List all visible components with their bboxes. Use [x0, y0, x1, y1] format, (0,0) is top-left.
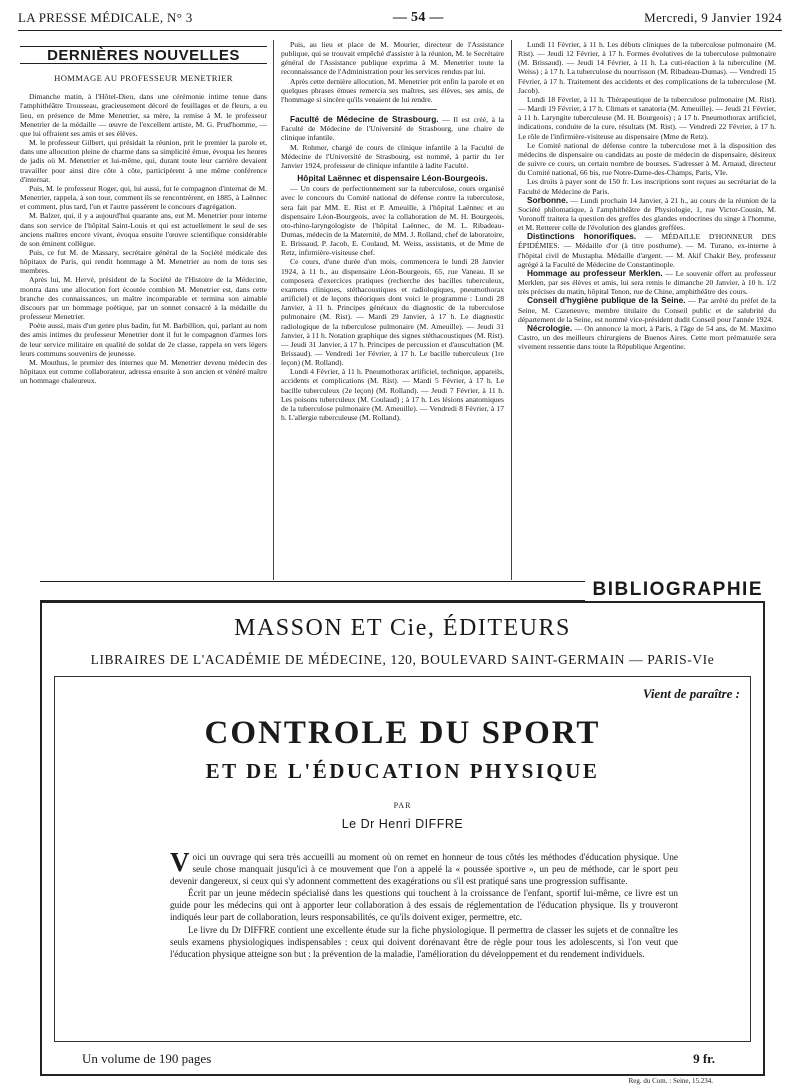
page-number: — 54 — — [392, 10, 444, 25]
article-subtitle: HOMMAGE AU PROFESSEUR MENETRIER — [54, 73, 233, 84]
column-middle — [281, 40, 504, 580]
bibliographie-section — [40, 579, 765, 1085]
news-heading: Distinctions honorifiques. — [527, 231, 637, 242]
news-item — [281, 115, 504, 142]
column-divider — [273, 40, 274, 580]
drop-cap: V — [170, 847, 190, 877]
paragraph: Après lui, M. Hervé, président de la Société de l'Histoire de la Médecine, montra dans une allocution fort écoutée combien M. Menetrier est, dans cette branche des connaissances, un maître incomparable et termina son aimable discours par un hommage poétique, par un sonnet consacré à la médaille du professeur Menetrier. — [20, 275, 267, 322]
paragraph: Écrit par un jeune médecin spécialisé dans les questions qui touchent à la croissance de l'enfant, sportif lui-même, ce livre est un guide pour les médecins qui ont à apporter leur collaboration à des essais de réglementation de l'éducation physique. Ils y trouveront indiqués leur part de collaboration, leurs responsabilités, ce qu'ils doivent exiger, permettre, etc. — [170, 888, 678, 923]
paragraph: Puis, M. le professeur Roger, qui, lui aussi, fut le compagnon d'internat de M. Menetrier, rappela, à son tour, comment ils se rencontrèrent, en 1885, à Laënnec et comment, plus tard, l'un et l'autre passèrent le concours d'agrégation. — [20, 183, 267, 212]
paragraph: Voici un ouvrage qui sera très accueilli au moment où on remet en honneur de tous côtés les méthodes d'éducation physique. Une seule chose manquait jusqu'ici à ce mouvement que l'on a appelé la « poussée sportive », un peu de méthode, car le sport peu devenir dangereux, si ceux qui s'y adonnent commettent des exagérations ou s'il est pratiqué sans une progression suffisante. — [170, 847, 678, 887]
news-text: — Le souvenir offert au professeur Merklen, par ses élèves et amis, lui sera remis le dimanche 20 Janvier, à 10 h. 1/2 très précises du matin, hôpital Tenon, rue de Chine, amphithéâtre des cours. — [518, 268, 776, 297]
column-divider — [511, 40, 512, 580]
paragraph: Ce cours, d'une durée d'un mois, commencera le lundi 28 Janvier 1924, à 11 h., au dispensaire Léon-Bourgeois, 65, rue Vaneau. Il se composera d'exercices pratiques (recherche des bacilles tuberculeux, examens cliniques, stéthacoustiques et radiologiques, pneumothorax artificiel) et de leçons théoriques dont voici le programme : Lundi 28 Janvier, à 11 h. Principes généraux du diagnostic de la tuberculose pulmonaire (M. Rist). — Mardi 29 Janvier, à 17 h. Le diagnostic radiologique de la tuberculose pulmonaire (M. Ameuille). — Jeudi 31 Janvier, à 11 h. Notation graphique des signes stéthacoustiques (M. Rist). — Jeudi 31 Janvier, à 17 h. Principes de percussion et d'auscultation (M. Brissaud). — Vendredi 1er Février, à 17 h. Le bacille tuberculeux (1re leçon) (M. Rolland). — [281, 257, 504, 368]
news-heading: Conseil d'hygiène publique de la Seine. — [527, 295, 686, 306]
paragraph: Lundi 11 Février, à 11 h. Les débuts cliniques de la tuberculose pulmonaire (M. Rist). — Jeudi 12 Février, à 17 h. Formes évolutives de la tuberculose pulmonaire (M. Brissaud). — Jeudi 14 Février, à 11 h. La cuti-réaction à la tuberculine (M. Weiss) ; à 17 h. La tuberculose du nourrisson (M. Ribadeau-Dumas). — Vendredi 15 Février, à 17 h. Traitement des accidents et des complications de la tuberculose (M. Jacob). — [518, 40, 776, 95]
news-heading: Hommage au professeur Merklen. — [527, 267, 663, 278]
book-frame — [54, 676, 751, 1042]
news-item — [518, 196, 776, 233]
paragraph: Le Comité national de défense contre la tuberculose met à la disposition des médecins de dispensaire ou candidats au poste de médecin de dispensaire, désireux de suivre ce cours, un certain nombre de bourses. S'adresser à M. Arnaud, directeur du Comité national, 66 bis, rue Notre-Dame-des-Champs, Paris, VIe. — [518, 140, 776, 178]
issue-date: Mercredi, 9 Janvier 1924 — [644, 10, 782, 25]
column-news — [20, 40, 267, 580]
news-text: — Par arrêté du préfet de la Seine, M. Cazeneuve, membre titulaire du Conseil public et de salubrité du département de la Seine, est nommé vice-président dudit Conseil pour l'année 1924. — [518, 296, 776, 324]
registration-note: Reg. du Com. : Seine, 15.234. — [628, 1077, 713, 1085]
page-header — [18, 6, 782, 31]
paragraph: M. Balzer, qui, il y a aujourd'hui quarante ans, eut M. Menetrier pour interne dans son service de l'hôpital Saint-Louis et qui est actuellement le seul de ses anciens maîtres encore vivant, évoqua ensuite l'œuvre scientifique considérable de son éminent collègue. — [20, 211, 267, 248]
news-heading: Sorbonne. — [527, 194, 569, 205]
book-description — [170, 847, 678, 960]
advertisement-box — [40, 601, 765, 1085]
vient-de-paraitre: Vient de paraître : — [642, 686, 740, 701]
paragraph: M. Mouthus, le premier des internes que M. Menetrier devenu médecin des hôpitaux eut comme collaborateur, adressa ensuite à son ancien et vénéré maître un hommage chaleureux. — [20, 357, 267, 386]
paragraph: Puis, au lieu et place de M. Mourier, directeur de l'Assistance publique, qui se trouvait empêché d'assister à la réunion, M. le Secrétaire général de l'Assistance publique exprima à M. Menetrier toute la reconnaissance de l'Administration pour les services rendus par lui. — [281, 40, 504, 77]
paragraph: Dimanche matin, à l'Hôtel-Dieu, dans une cérémonie intime tenue dans l'amphithéâtre Trousseau, gracieusement décoré de feuillages et de fleurs, a eu lieu, en présence de Mme Menetrier, sa mère, la remise à M. le professeur Menetrier de la médaille — œuvre de l'excellent artiste, M. G. Prud'homme, — que lui offraient ses amis et ses élèves. — [20, 92, 267, 138]
bibliographie-label: BIBLIOGRAPHIE — [585, 579, 765, 601]
paragraph: M. Rohmer, chargé de cours de clinique infantile à la Faculté de Médecine de l'Université de Strasbourg, est nommé, à partir du 1er Janvier 1924, professeur de clinique infantile à ladite Faculté. — [281, 142, 504, 170]
news-text: — Il est créé, à la Faculté de Médecine de l'Université de Strasbourg, une chaire de clinique infantile. — [281, 115, 504, 143]
news-text: — On annonce la mort, à Paris, à l'âge de 54 ans, de M. Maximo Castro, un des meilleurs chirurgiens de Buenos Aires. Cette mort prématurée sera vivement ressentie dans toute la République Argentine. — [518, 323, 776, 352]
section-title: DERNIÈRES NOUVELLES — [20, 46, 267, 64]
book-title: CONTROLE DU SPORT — [204, 715, 601, 751]
news-text: — Lundi prochain 14 Janvier, à 21 h., au cours de la réunion de la Société philomatique, à l'amphithéâtre de Physiologie, 1, rue Victor-Cousin, M. Voronoff traitera la question des greffes des glandes endocrines du singe à l'homme, et M. Retterer celle de l'évolution des glandes greffées. — [518, 195, 776, 233]
news-heading: Hôpital Laënnec et dispensaire Léon-Bourgeois. — [297, 173, 488, 184]
volume-info: Un volume de 190 pages — [82, 1051, 212, 1066]
book-subtitle: ET DE L'ÉDUCATION PHYSIQUE — [205, 759, 600, 783]
par-label: PAR — [393, 801, 412, 810]
paragraph: Lundi 18 Février, à 11 h. Thérapeutique de la tuberculose pulmonaire (M. Rist). — Mardi 19 Février, à 17 h. Climats et sanatoria (M. Ameuille). — Jeudi 21 Février, à 11 h. Laryngite tuberculeuse (M. H. Bourgeois) ; à 17 h. Pneumothorax artificiel, indications, conduite de la cure, résultats (M. Rist). — Vendredi 22 Février, à 17 h. Le rôle de l'infirmière-visiteuse au dispensaire (Mme de Retz). — [518, 94, 776, 141]
book-price: 9 fr. — [693, 1051, 715, 1066]
bibliographie-bar — [40, 581, 765, 601]
news-item — [518, 324, 776, 351]
paragraph: — Un cours de perfectionnement sur la tuberculose, cours organisé avec le concours du Comité national de défense contre la tuberculose, sera fait par MM. E. Rist et P. Ameuille, à l'hôpital Laënnec et au dispensaire Léon-Bourgeois, avec la collaboration de M. H. Bourgeois, oto-rhino-laryngologiste de l'hôpital Laënnec, de M. L. Ribadeau-Dumas, médecin de la Maternité, de MM. J. Rolland, chef de laboratoire, E. Brissaud, P. Jacob, E. Coulaud, M. Weiss, assistants, et de Mme de Retz, infirmière-visiteuse chef. — [281, 184, 504, 258]
publisher-name: MASSON ET Cie, ÉDITEURS — [234, 615, 571, 641]
paragraph: Puis, ce fut M. de Massary, secrétaire général de la Société médicale des hôpitaux de Paris, qui rendit hommage à M. Menetrier au nom de tous ses membres. — [20, 247, 267, 276]
paragraph: Le livre du Dr DIFFRE contient une excellente étude sur la fiche physiologique. Il permettra de classer les sujets et de connaître les seuls examens physiologiques indispensables : ceux qui doivent dorénavant être de règle pour tous les adolescents, si l'on veut que l'éducation physique atteigne son but : la prévention de la maladie, l'amélioration du développement et du rendement individuels. — [170, 924, 678, 959]
paragraph: Lundi 4 Février, à 11 h. Pneumothorax artificiel, technique, appareils, accidents et complications (M. Rist). — Mardi 5 Février, à 17 h. Le bacille tuberculeux (2e leçon) (M. Rolland). — Jeudi 7 Février, à 11 h. Les poisons tuberculeux (M. Coulaud) ; à 17 h. Les lésions anatomiques de la tuberculose pulmonaire (M. Ameuille). — Vendredi 8 Février, à 17 h. L'allergie tuberculeuse (M. Rolland). — [281, 367, 504, 423]
column-right — [518, 40, 776, 580]
news-item — [518, 269, 776, 296]
news-text: — MÉDAILLE D'HONNEUR DES ÉPIDÉMIES. — Médaille d'or (à titre posthume). — M. Turano, ex-interne à l'hôpital civil de Mustapha. Médaille d'argent. — M. Akif Chakir Bey, professeur agrégé à la Faculté de Médecine de Constantinople. — [518, 232, 776, 269]
paragraph: M. le professeur Gilbert, qui présidait la réunion, prit le premier la parole et, dans une allocution pleine de charme dans sa simplicité émue, évoqua les heures de jadis où M. Menetrier et lui-même, qui, durant toute leur carrière devaient travailler pour ainsi dire côte à côte, participèrent à une même conférence d'internat. — [20, 138, 267, 184]
news-heading: Nécrologie. — [527, 322, 573, 333]
paragraph: Les droits à payer sont de 150 fr. Les inscriptions sont reçues au secrétariat de la Faculté de Médecine de Paris. — [518, 177, 776, 196]
journal-title: LA PRESSE MÉDICALE, N° 3 — [18, 10, 193, 25]
paragraph: Poète aussi, mais d'un genre plus badin, fut M. Barbillion, qui, parlant au nom des amis intimes du professeur Menetrier dont il fut le compagnon d'armes lors de leur service militaire en qualité de soldat de 2e classe, rappela en vers légers leurs communs souvenirs de jeunesse. — [20, 321, 267, 358]
news-item — [518, 232, 776, 269]
news-item — [518, 296, 776, 323]
book-author: Le Dr Henri DIFFRE — [341, 817, 464, 831]
news-heading: Faculté de Médecine de Strasbourg. — [290, 114, 439, 125]
publisher-address: LIBRAIRES DE L'ACADÉMIE DE MÉDECINE, 120, BOULEVARD SAINT-GERMAIN — PARIS-VIe — [90, 652, 715, 667]
paragraph: Après cette dernière allocution, M. Menetrier prit enfin la parole et en quelques phrases émues remercia ses maîtres, ses élèves, ses amis, de l'hommage si sincère qu'ils venaient de lui rendre. — [281, 76, 504, 104]
divider — [348, 109, 437, 110]
